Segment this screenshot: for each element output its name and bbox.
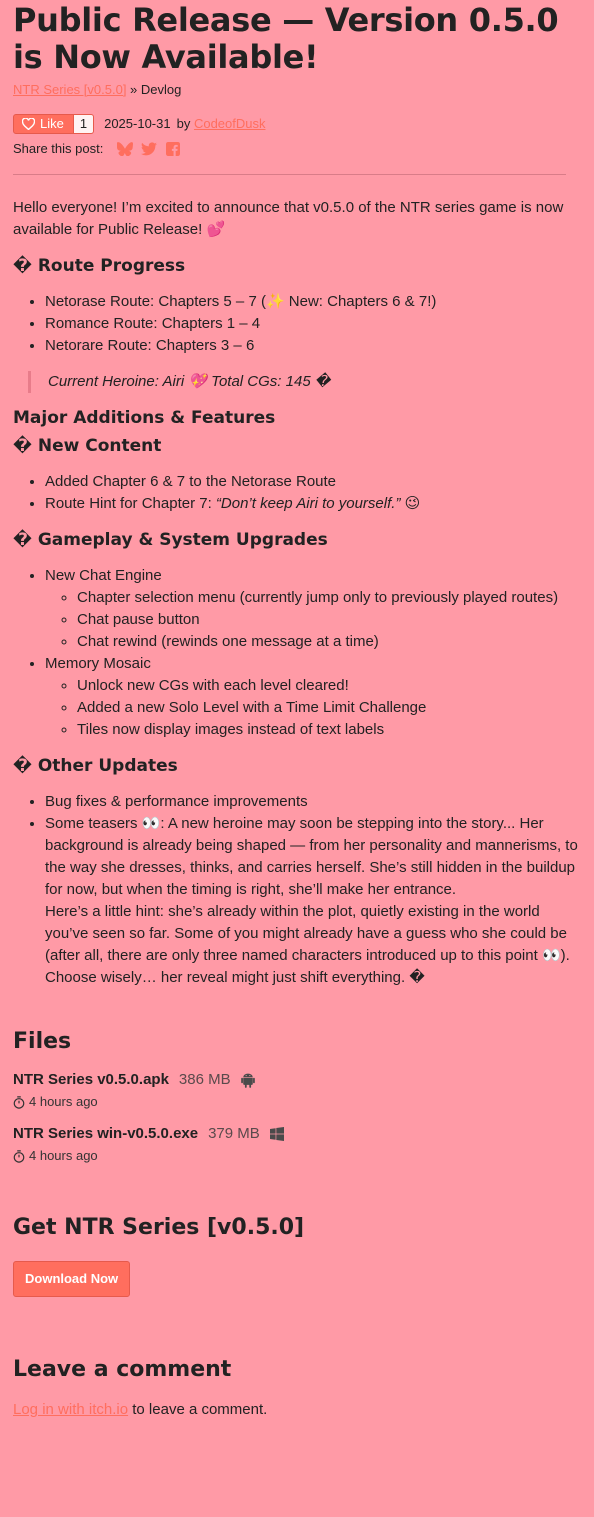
windows-icon (270, 1127, 284, 1141)
file-time (13, 1145, 581, 1167)
other-updates-heading: � Other Updates (13, 756, 178, 776)
sub-list-item: ◦ Chat pause button (77, 609, 581, 631)
post-author-line (177, 113, 266, 135)
heroine-quote: Current Heroine: Airi 💖 Total CGs: 145 � (28, 371, 581, 393)
bluesky-icon[interactable] (117, 142, 133, 156)
file-time-label: 4 hours ago (29, 1148, 98, 1163)
file-name[interactable]: NTR Series v0.5.0.apk (13, 1071, 169, 1088)
list-item: • Added Chapter 6 & 7 to the Netorase Route (45, 471, 581, 493)
file-info (13, 1069, 581, 1091)
post-meta (13, 114, 581, 134)
teaser-hint: Here’s a little hint: she’s already within the plot, quietly existing in the world you’ve seen so far. Some of you might already have a guess who she could be (after all, there are only three named characters introduced up to this point 👀). Choose wisely… her reveal might just shift everything. � (45, 903, 570, 986)
post-title: Public Release — Version 0.5.0 is Now Available! (13, 1, 559, 76)
major-additions-heading: Major Additions & Features (13, 408, 276, 428)
list-item (45, 565, 581, 653)
teaser-text: Some teasers 👀: A new heroine may soon be stepping into the story... Her background is already being shaped — from her personality and mannerisms, to the way she dresses, thinks, and carries herself. She’s still hidden in the buildup for now, but when the timing is right, she’ll make her entrance. (45, 815, 578, 898)
like-widget (13, 114, 94, 134)
intro-paragraph: Hello everyone! I’m excited to announce that v0.5.0 of the NTR series game is now available for Public Release! 💕 (13, 199, 564, 238)
sub-list-item: ◦ Added a new Solo Level with a Time Limit Challenge (77, 697, 581, 719)
heart-icon (22, 118, 35, 130)
sub-list-item: ◦ Unlock new CGs with each level cleared! (77, 675, 581, 697)
sub-list-item: ◦ Chapter selection menu (currently jump only to previously played routes) (77, 587, 581, 609)
author-link[interactable]: CodeofDusk (193, 116, 266, 131)
post-date: 2025-10-31 (104, 116, 171, 131)
like-count: 1 (74, 114, 94, 134)
file-name[interactable]: NTR Series win-v0.5.0.exe (13, 1125, 199, 1142)
sub-list-item: ◦ Chat rewind (rewinds one message at a time) (77, 631, 581, 653)
breadcrumb-devlog: Devlog (140, 82, 182, 97)
facebook-icon[interactable] (165, 142, 181, 156)
header-divider (13, 174, 566, 175)
file-info (13, 1123, 581, 1145)
get-game-heading: Get NTR Series [v0.5.0] (13, 1215, 305, 1240)
download-now-button[interactable]: Download Now (13, 1261, 130, 1297)
other-updates-list (13, 791, 581, 989)
like-button[interactable] (13, 114, 74, 134)
gameplay-list (13, 565, 581, 741)
route-progress-heading: � Route Progress (13, 256, 186, 276)
list-item (45, 653, 581, 741)
file-time-label: 4 hours ago (29, 1094, 98, 1109)
file-size: 379 MB (208, 1125, 260, 1142)
list-item-label: New Chat Engine (45, 567, 162, 584)
list-item (45, 813, 581, 989)
file-row (13, 1069, 581, 1113)
file-size: 386 MB (178, 1071, 231, 1088)
breadcrumb-separator: » (126, 82, 141, 97)
route-hint-label: Route Hint for Chapter 7: (45, 495, 216, 512)
breadcrumb-game-link[interactable]: NTR Series [v0.5.0] (13, 82, 127, 97)
stopwatch-icon (13, 1150, 25, 1163)
route-list (13, 291, 581, 357)
wink-emoji: 😉 (400, 495, 421, 512)
breadcrumb (13, 80, 581, 100)
gameplay-heading: � Gameplay & System Upgrades (13, 530, 328, 550)
stopwatch-icon (13, 1096, 25, 1109)
list-item: • Netorase Route: Chapters 5 – 7 (✨ New: Chapters 6 & 7!) (45, 291, 581, 313)
new-content-list (13, 471, 581, 515)
list-item (45, 493, 581, 515)
list-item: • Bug fixes & performance improvements (45, 791, 581, 813)
login-tail: to leave a comment. (128, 1401, 268, 1418)
route-hint-quote: “Don’t keep Airi to yourself.” (215, 495, 401, 512)
twitter-icon[interactable] (141, 142, 157, 156)
login-prompt (13, 1399, 581, 1421)
file-time (13, 1091, 581, 1113)
file-row (13, 1123, 581, 1167)
like-label: Like (40, 116, 64, 131)
android-icon (241, 1073, 255, 1088)
files-heading: Files (13, 1029, 72, 1054)
login-link[interactable]: Log in with itch.io (13, 1401, 129, 1418)
leave-comment-heading: Leave a comment (13, 1357, 232, 1382)
sub-list (45, 587, 581, 653)
by-label: by (176, 116, 191, 131)
share-label: Share this post: (13, 141, 104, 156)
new-content-heading: � New Content (13, 436, 162, 456)
sub-list (45, 675, 581, 741)
list-item-label: Memory Mosaic (45, 655, 151, 672)
list-item: • Romance Route: Chapters 1 – 4 (45, 313, 581, 335)
share-bar (13, 140, 581, 158)
list-item: • Netorare Route: Chapters 3 – 6 (45, 335, 581, 357)
sub-list-item: ◦ Tiles now display images instead of text labels (77, 719, 581, 741)
